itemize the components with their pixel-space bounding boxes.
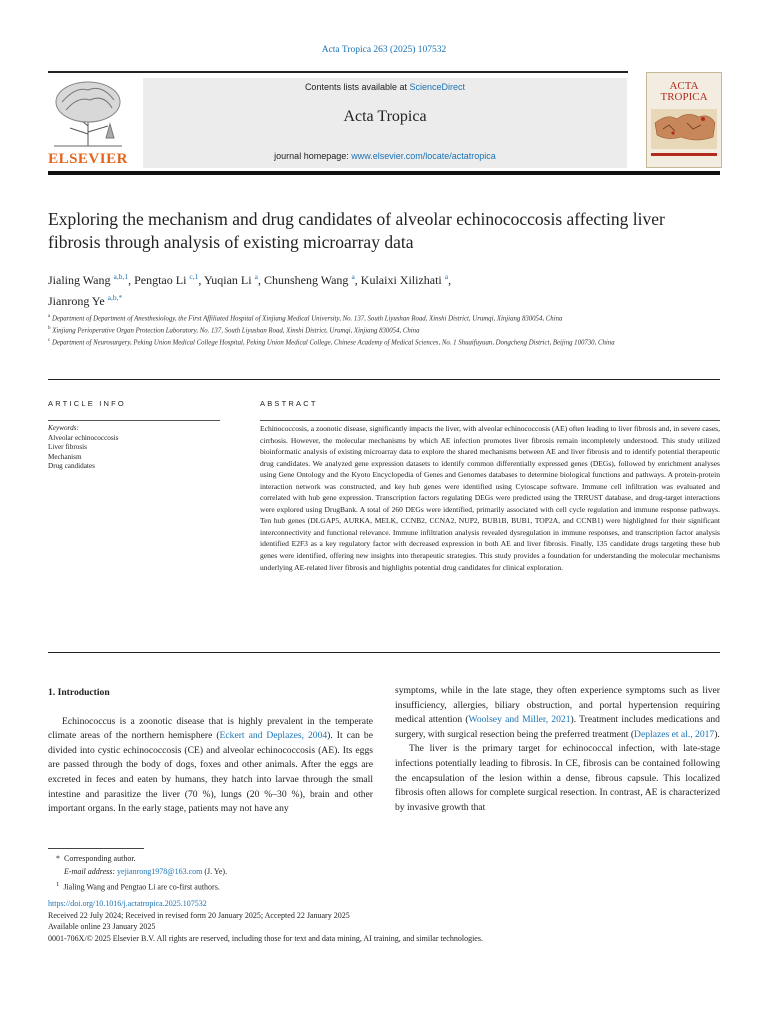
affiliations (48, 312, 720, 348)
keywords-label: Keywords: (48, 424, 79, 432)
footnotes (48, 852, 720, 894)
sciencedirect-link[interactable]: ScienceDirect (409, 82, 466, 92)
homepage-label: journal homepage: (274, 151, 349, 161)
elsevier-tree-icon (48, 76, 128, 150)
cofirst-note: $^1$ Jialing Wang and Pengtao Li are co-first authors. (56, 881, 220, 892)
author-list (48, 268, 708, 310)
affiliation: $^c$ Department of Neurosurgery, Peking Union Medical College Hospital, Peking Union Medical College, Chinese Academy of Medical Sciences, No. 1 Shuaifuyuan, Dongcheng District, Beijing 100730, China (48, 337, 615, 346)
citation-link[interactable]: Woolsey and Miller, 2021 (468, 714, 571, 726)
affiliations-rule (48, 379, 720, 380)
article-info-rule (48, 420, 220, 421)
body-start-rule (48, 652, 720, 653)
email-note: E-mail address: yejianrong1978@163.com (J. Ye). (64, 867, 228, 876)
body-left-column (48, 686, 373, 817)
paragraph: symptoms, while in the late stage, they often experience symptoms such as liver insufficiency, allergies, biliary obstruction, and portal hypertension requiring medical attention (Woolsey and Miller, 2021). Treatment includes medications and surgery, with surgical resection being the preferred treatment (Deplazes et al., 2017). (395, 685, 720, 740)
author[interactable]: Yuqian Li $^a$, (203, 272, 264, 287)
article-title: Exploring the mechanism and drug candidates of alveolar echinococcosis affecting liver fibrosis through analysis of existing microarray data (48, 209, 665, 252)
keywords-block (48, 424, 220, 472)
author[interactable]: Pengtao Li $^{c,1}$, (134, 272, 204, 287)
author[interactable]: Kulaixi Xilizhati $^a$, (360, 272, 452, 287)
journal-banner (143, 78, 627, 168)
affiliation: $^b$ Xinjiang Perioperative Organ Protection Laboratory, No. 137, South Liyushan Road, Xinshi District, Urumqi, Xinjiang 830054, China (48, 325, 420, 335)
contents-availability (143, 82, 627, 92)
abstract-rule (260, 420, 720, 421)
body-right-column (395, 684, 720, 815)
journal-title: Acta Tropica (343, 108, 427, 125)
contents-label: Contents lists available at (304, 82, 407, 92)
email-link[interactable]: yejianrong1978@163.com (117, 867, 203, 876)
author[interactable]: Jialing Wang $^{a,b,1}$, (48, 272, 135, 287)
paragraph: Echinococcus is a zoonotic disease that is highly prevalent in the temperate climate areas of the northern hemisphere (Eckert and Deplazes, 2004). It can be divided into cystic echinococcosis (CE) and alveolar echinococcosis (AE). Its eggs are passed through the body of dogs, foxes and other animals. After the eggs are excreted in feces and eaten by humans, they hatch into larvae through the small intestine and parasitize the liver (70 %), lungs (20 %–30 %), brain and other important organs. In the early stage, patients may not have any (48, 715, 373, 815)
paragraph: The liver is the primary target for echinococcal infection, with late-stage infections potentially leading to fibrosis. In CE, fibrosis can be contained following the encapsulation of the lesion within a dense, fibrous capsule. This localized fibrosis often allows for complete surgical resection. In contrast, AE is characterized by invasive growth that (395, 743, 720, 813)
header-bottom-rule (48, 171, 720, 175)
abstract-text: Echinococcosis, a zoonotic disease, significantly impacts the liver, with alveolar echinococcosis (AE) often leading to liver fibrosis and, in severe cases, cirrhosis. However, the molecular mechanisms by which AE infection promotes liver fibrosis remain incompletely understood. This study utilized bioinformatic analysis of existing microarray data to explore the shared mechanisms between AE and liver fibrosis and to identify potential therapeutic drug candidates. We analyzed gene expression datasets to identify common differentially expressed genes (DEGs), followed by enrichment analyses using Gene Ontology and the Kyoto Encyclopedia of Genes and Genomes databases to determine biological functions and pathways. A protein-protein interaction network was constructed, and key hub genes were identified using Cytoscape software. Immune cell infiltration was evaluated and correlated with hub gene expression. Transcription factors regulating DEGs were predicted using the TRRUST database, and drug-target interactions were explored using DrugBank. A total of 260 DEGs were identified, primarily associated with cell cycle regulation and immune response pathways. Ten hub genes (DLGAP5, AURKA, MELK, CCNB2, CCNA2, NUP2, BUB1B, BUB1, TOP2A, and CCNB1) were highlighted for their significant interconnectivity and functional relevance. Immune infiltration analysis revealed dysregulation in immune responses, and transcription factor analysis identified E2F3 as a key regulatory factor with decreased expression in both AE and liver fibrosis. Finally, 135 candidate drugs targeting these hub genes were identified, offering new insights into therapeutic strategies. This study provides a foundation for understanding the molecular mechanisms underlying AE-related liver fibrosis and highlights potential drug candidates for clinical exploration. (260, 424, 720, 572)
cover-title-line-2: TROPICA (660, 91, 708, 103)
header-top-rule (48, 71, 628, 73)
corresponding-note: * Corresponding author. (56, 854, 136, 863)
author[interactable]: Chunsheng Wang $^a$, (263, 272, 361, 287)
elsevier-wordmark: ELSEVIER (48, 151, 128, 167)
journal-reference[interactable]: Acta Tropica 263 (2025) 107532 (321, 45, 447, 55)
publication-info (48, 898, 720, 945)
keyword: Alveolar echinococcosis (48, 433, 119, 442)
journal-homepage (143, 151, 627, 161)
received-dates: Received 22 July 2024; Received in revised form 20 January 2025; Accepted 22 January 2025 (48, 910, 350, 920)
keyword: Liver fibrosis (48, 443, 87, 452)
keyword: Mechanism (48, 452, 82, 461)
author[interactable]: Jianrong Ye $^{a,b,*}$ (48, 293, 123, 308)
citation-link[interactable]: Deplazes et al., 2017 (634, 728, 715, 740)
section-heading-introduction: 1. Introduction (48, 687, 110, 698)
cover-title-line-1: ACTA (669, 80, 699, 92)
elsevier-logo (48, 76, 128, 168)
footnote-rule (48, 848, 144, 849)
journal-cover[interactable] (646, 72, 722, 168)
keyword: Drug candidates (48, 462, 95, 471)
homepage-link[interactable]: www.elsevier.com/locate/actatropica (351, 151, 496, 161)
citation-link[interactable]: Eckert and Deplazes, 2004 (219, 730, 328, 742)
cover-map-icon (647, 73, 721, 167)
affiliation: $^a$ Department of Department of Anesthesiology, the First Affiliated Hospital of Xinjiang Medical University, No. 137, South Liyushan Road, Xinshi District, Urumqi, Xinjiang 830054, China (48, 314, 563, 323)
available-online: Available online 23 January 2025 (48, 922, 156, 932)
copyright-notice: 0001-706X/© 2025 Elsevier B.V. All rights are reserved, including those for text and data mining, AI training, and similar technologies. (48, 934, 483, 944)
doi-link[interactable]: https://doi.org/10.1016/j.actatropica.2025.107532 (48, 899, 207, 908)
abstract-heading: ABSTRACT (260, 399, 318, 408)
article-info-heading: ARTICLE INFO (48, 399, 126, 408)
